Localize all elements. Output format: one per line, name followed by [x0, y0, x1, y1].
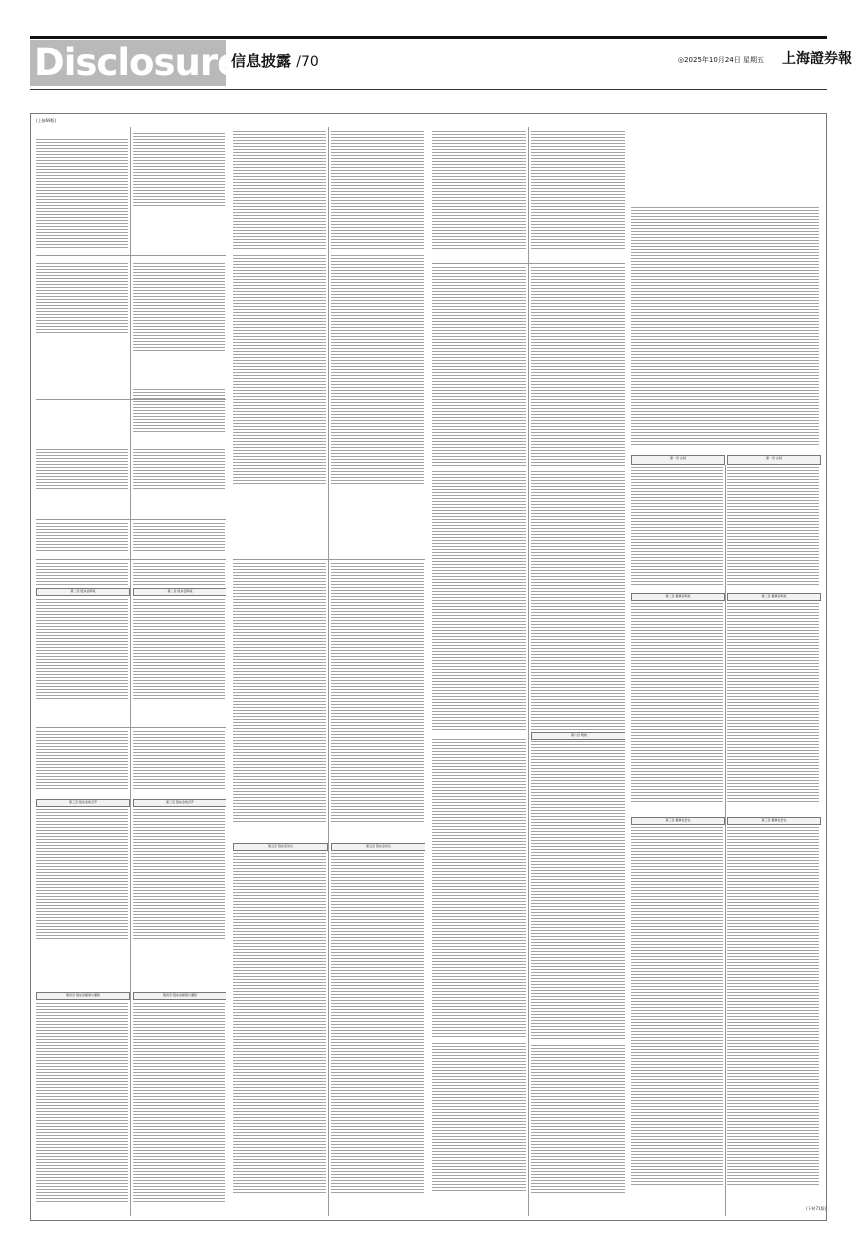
section-title	[231, 52, 319, 71]
text-block	[133, 1003, 225, 1203]
text-block	[631, 603, 723, 803]
text-block	[432, 1043, 526, 1193]
column-divider	[328, 127, 329, 1216]
text-block	[233, 563, 326, 823]
text-block	[133, 731, 225, 791]
column-divider	[130, 127, 131, 1216]
text-block	[36, 599, 128, 699]
text-block	[36, 563, 128, 585]
page-number: /70	[296, 54, 319, 70]
newspaper-name: 上海證券報	[782, 51, 852, 67]
column-3	[432, 127, 625, 1216]
column-4-5	[631, 127, 821, 1216]
text-block	[133, 563, 225, 585]
chapter-heading: 第一章 总则	[631, 455, 725, 465]
text-block	[727, 827, 819, 1187]
text-block	[233, 255, 326, 485]
chapter-heading: 第二章 股东会职权	[133, 588, 226, 596]
text-block	[432, 739, 526, 1039]
chapter-heading: 第三章 董事会会议	[631, 817, 725, 825]
text-block	[133, 263, 225, 353]
row-divider	[432, 263, 625, 264]
text-block	[233, 853, 326, 1193]
chapter-heading: 第三章 股东会的召开	[133, 799, 226, 807]
text-block	[531, 131, 625, 251]
issue-date: ◎2025年10月24日 星期五	[678, 56, 764, 64]
row-divider	[36, 559, 226, 560]
text-block	[331, 853, 424, 1193]
text-block	[133, 523, 225, 553]
row-divider	[36, 255, 226, 256]
text-block	[331, 131, 424, 251]
column-divider	[528, 127, 529, 1216]
text-block	[631, 827, 723, 1187]
text-block	[36, 731, 128, 791]
text-block	[432, 471, 526, 731]
text-block	[727, 467, 819, 587]
text-block	[331, 255, 424, 485]
text-block	[133, 133, 225, 208]
chapter-heading: 第三章 股东会的召开	[36, 799, 130, 807]
text-block	[531, 1045, 625, 1195]
text-block	[432, 267, 526, 467]
chapter-heading: 第五章 股东会决议	[331, 843, 425, 851]
text-block	[631, 207, 819, 447]
text-block	[36, 449, 128, 489]
chapter-heading: 第三章 董事会会议	[727, 817, 821, 825]
text-block	[531, 471, 625, 731]
text-block	[233, 131, 326, 251]
text-block	[133, 449, 225, 489]
column-1	[36, 127, 226, 1216]
text-block	[36, 139, 128, 249]
chapter-heading: 第二章 股东会职权	[36, 588, 130, 596]
column-2	[233, 127, 425, 1216]
text-block	[531, 741, 625, 1041]
text-block	[331, 563, 424, 823]
continued-from: (上接69版)	[36, 118, 57, 123]
text-block	[36, 523, 128, 553]
masthead	[30, 40, 852, 88]
chapter-heading: 第一章 总则	[727, 455, 821, 465]
text-block	[36, 809, 128, 939]
text-block	[432, 131, 526, 251]
top-rule	[30, 36, 827, 39]
chapter-heading: 第四章 股东会提案与通知	[36, 992, 130, 1000]
chapter-heading: 第六章 附则	[531, 732, 625, 740]
continued-to: (下转71版)	[806, 1206, 827, 1211]
chapter-heading: 第四章 股东会提案与通知	[133, 992, 226, 1000]
text-block	[133, 389, 225, 434]
row-divider	[233, 559, 425, 560]
column-divider	[725, 465, 726, 1216]
chapter-heading: 第二章 董事会职权	[631, 593, 725, 601]
text-block	[727, 603, 819, 803]
text-block	[531, 267, 625, 467]
text-block	[631, 467, 723, 587]
brand-banner	[30, 40, 242, 86]
text-block	[133, 599, 225, 699]
brand-text: Disclosure	[34, 41, 242, 84]
text-block	[36, 263, 128, 333]
row-divider	[36, 727, 226, 728]
text-block	[36, 1003, 128, 1203]
section-name: 信息披露	[231, 52, 292, 70]
chapter-heading: 第五章 股东会决议	[233, 843, 328, 851]
chapter-heading: 第二章 董事会职权	[727, 593, 821, 601]
text-block	[133, 809, 225, 939]
header-underline	[30, 89, 827, 90]
row-divider	[36, 519, 226, 520]
